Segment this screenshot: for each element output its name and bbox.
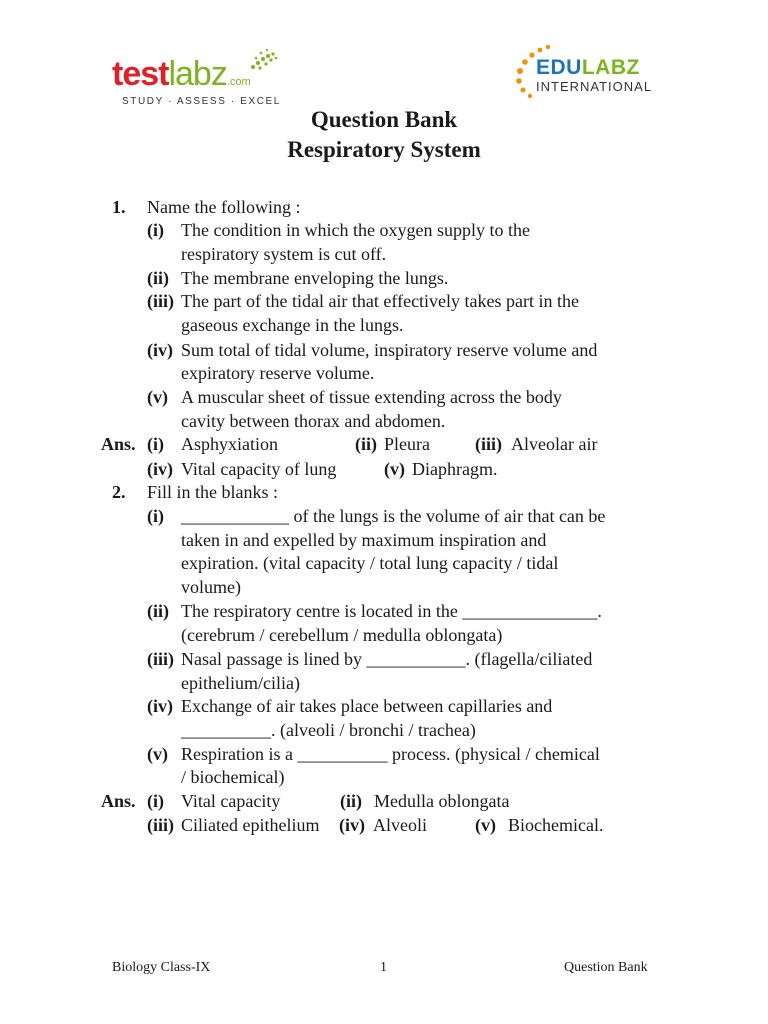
answer-text: Pleura [384,434,430,454]
question-number: 1. [112,197,126,217]
item-text: The part of the tidal air that effectively takes part in the [181,291,580,311]
answer-item-label: (ii) [355,434,377,454]
footer-page-number: 1 [380,960,387,975]
item-text: Respiration is a __________ process. (physical / chemical [181,744,600,764]
answer-item-label: (v) [384,459,405,479]
footer-left: Biology Class-IX [112,960,211,975]
item-text: taken in and expelled by maximum inspiration and [181,530,547,550]
answer-item-label: (iv) [339,815,365,835]
item-text: A muscular sheet of tissue extending across the body [181,387,562,407]
item-text: Nasal passage is lined by ___________. (flagella/ciliated [181,649,593,669]
answer-text: Vital capacity of lung [181,459,337,479]
item-text: (cerebrum / cerebellum / medulla oblongata) [181,625,503,645]
answer-text: Alveoli [373,815,427,835]
logo-brand-labz2: LABZ [581,56,640,79]
item-text: volume) [181,577,241,597]
item-label: (iii) [147,649,174,669]
answer-item-label: (i) [147,791,164,811]
item-label: (iv) [147,696,173,716]
item-label: (v) [147,744,168,764]
item-label: (ii) [147,601,169,621]
item-text: gaseous exchange in the lungs. [181,315,404,335]
item-label: (iv) [147,340,173,360]
footer-right: Question Bank [564,960,648,975]
item-label: (v) [147,387,168,407]
answer-item-label: (iv) [147,459,173,479]
question-prompt: Name the following : [147,197,301,217]
item-text: cavity between thorax and abdomen. [181,411,446,431]
item-text: The condition in which the oxygen supply to the [181,220,530,240]
item-label: (ii) [147,268,169,288]
item-text: Exchange of air takes place between capillaries and [181,696,553,716]
answer-item-label: (iii) [475,434,502,454]
answer-text: Asphyxiation [181,434,278,454]
item-text: epithelium/cilia) [181,673,300,693]
logo-brand-labz: labz [168,55,227,93]
logo-edulabz-text [536,56,640,80]
page-subtitle: Respiratory System [287,137,481,162]
testlabz-logo [112,55,282,110]
logo-tagline: STUDY · ASSESS · EXCEL [122,96,281,107]
logo-international: INTERNATIONAL [536,79,653,94]
answer-label: Ans. [101,791,136,811]
question-number: 2. [112,482,126,502]
answer-text: Vital capacity [181,791,281,811]
answer-item-label: (i) [147,434,164,454]
page-title: Question Bank [310,107,458,132]
item-text: __________. (alveoli / bronchi / trachea) [181,720,476,740]
item-text: / biochemical) [181,767,285,787]
answer-text: Medulla oblongata [374,791,510,811]
item-text: ____________ of the lungs is the volume of air that can be [181,506,606,526]
item-label: (iii) [147,291,174,311]
answer-text: Biochemical. [508,815,604,835]
item-label: (i) [147,220,164,240]
answer-item-label: (iii) [147,815,174,835]
answer-item-label: (v) [475,815,496,835]
answer-label: Ans. [101,434,136,454]
item-text: The membrane enveloping the lungs. [181,268,449,288]
answer-text: Ciliated epithelium [181,815,320,835]
item-text: expiration. (vital capacity / total lung capacity / tidal [181,553,559,573]
item-text: respiratory system is cut off. [181,244,387,264]
edulabz-logo [514,40,664,105]
item-text: Sum total of tidal volume, inspiratory reserve volume and [181,340,598,360]
item-text: expiratory reserve volume. [181,363,375,383]
answer-text: Alveolar air [511,434,598,454]
question-prompt: Fill in the blanks : [147,482,279,502]
item-label: (i) [147,506,164,526]
logo-brand-test: test [112,55,169,93]
answer-item-label: (ii) [340,791,362,811]
answer-text: Diaphragm. [412,459,498,479]
logo-brand-edu: EDU [536,56,582,79]
item-text: The respiratory centre is located in the _______________. [181,601,602,621]
logo-brand-com: .com [226,76,251,88]
globe-icon [247,47,281,75]
